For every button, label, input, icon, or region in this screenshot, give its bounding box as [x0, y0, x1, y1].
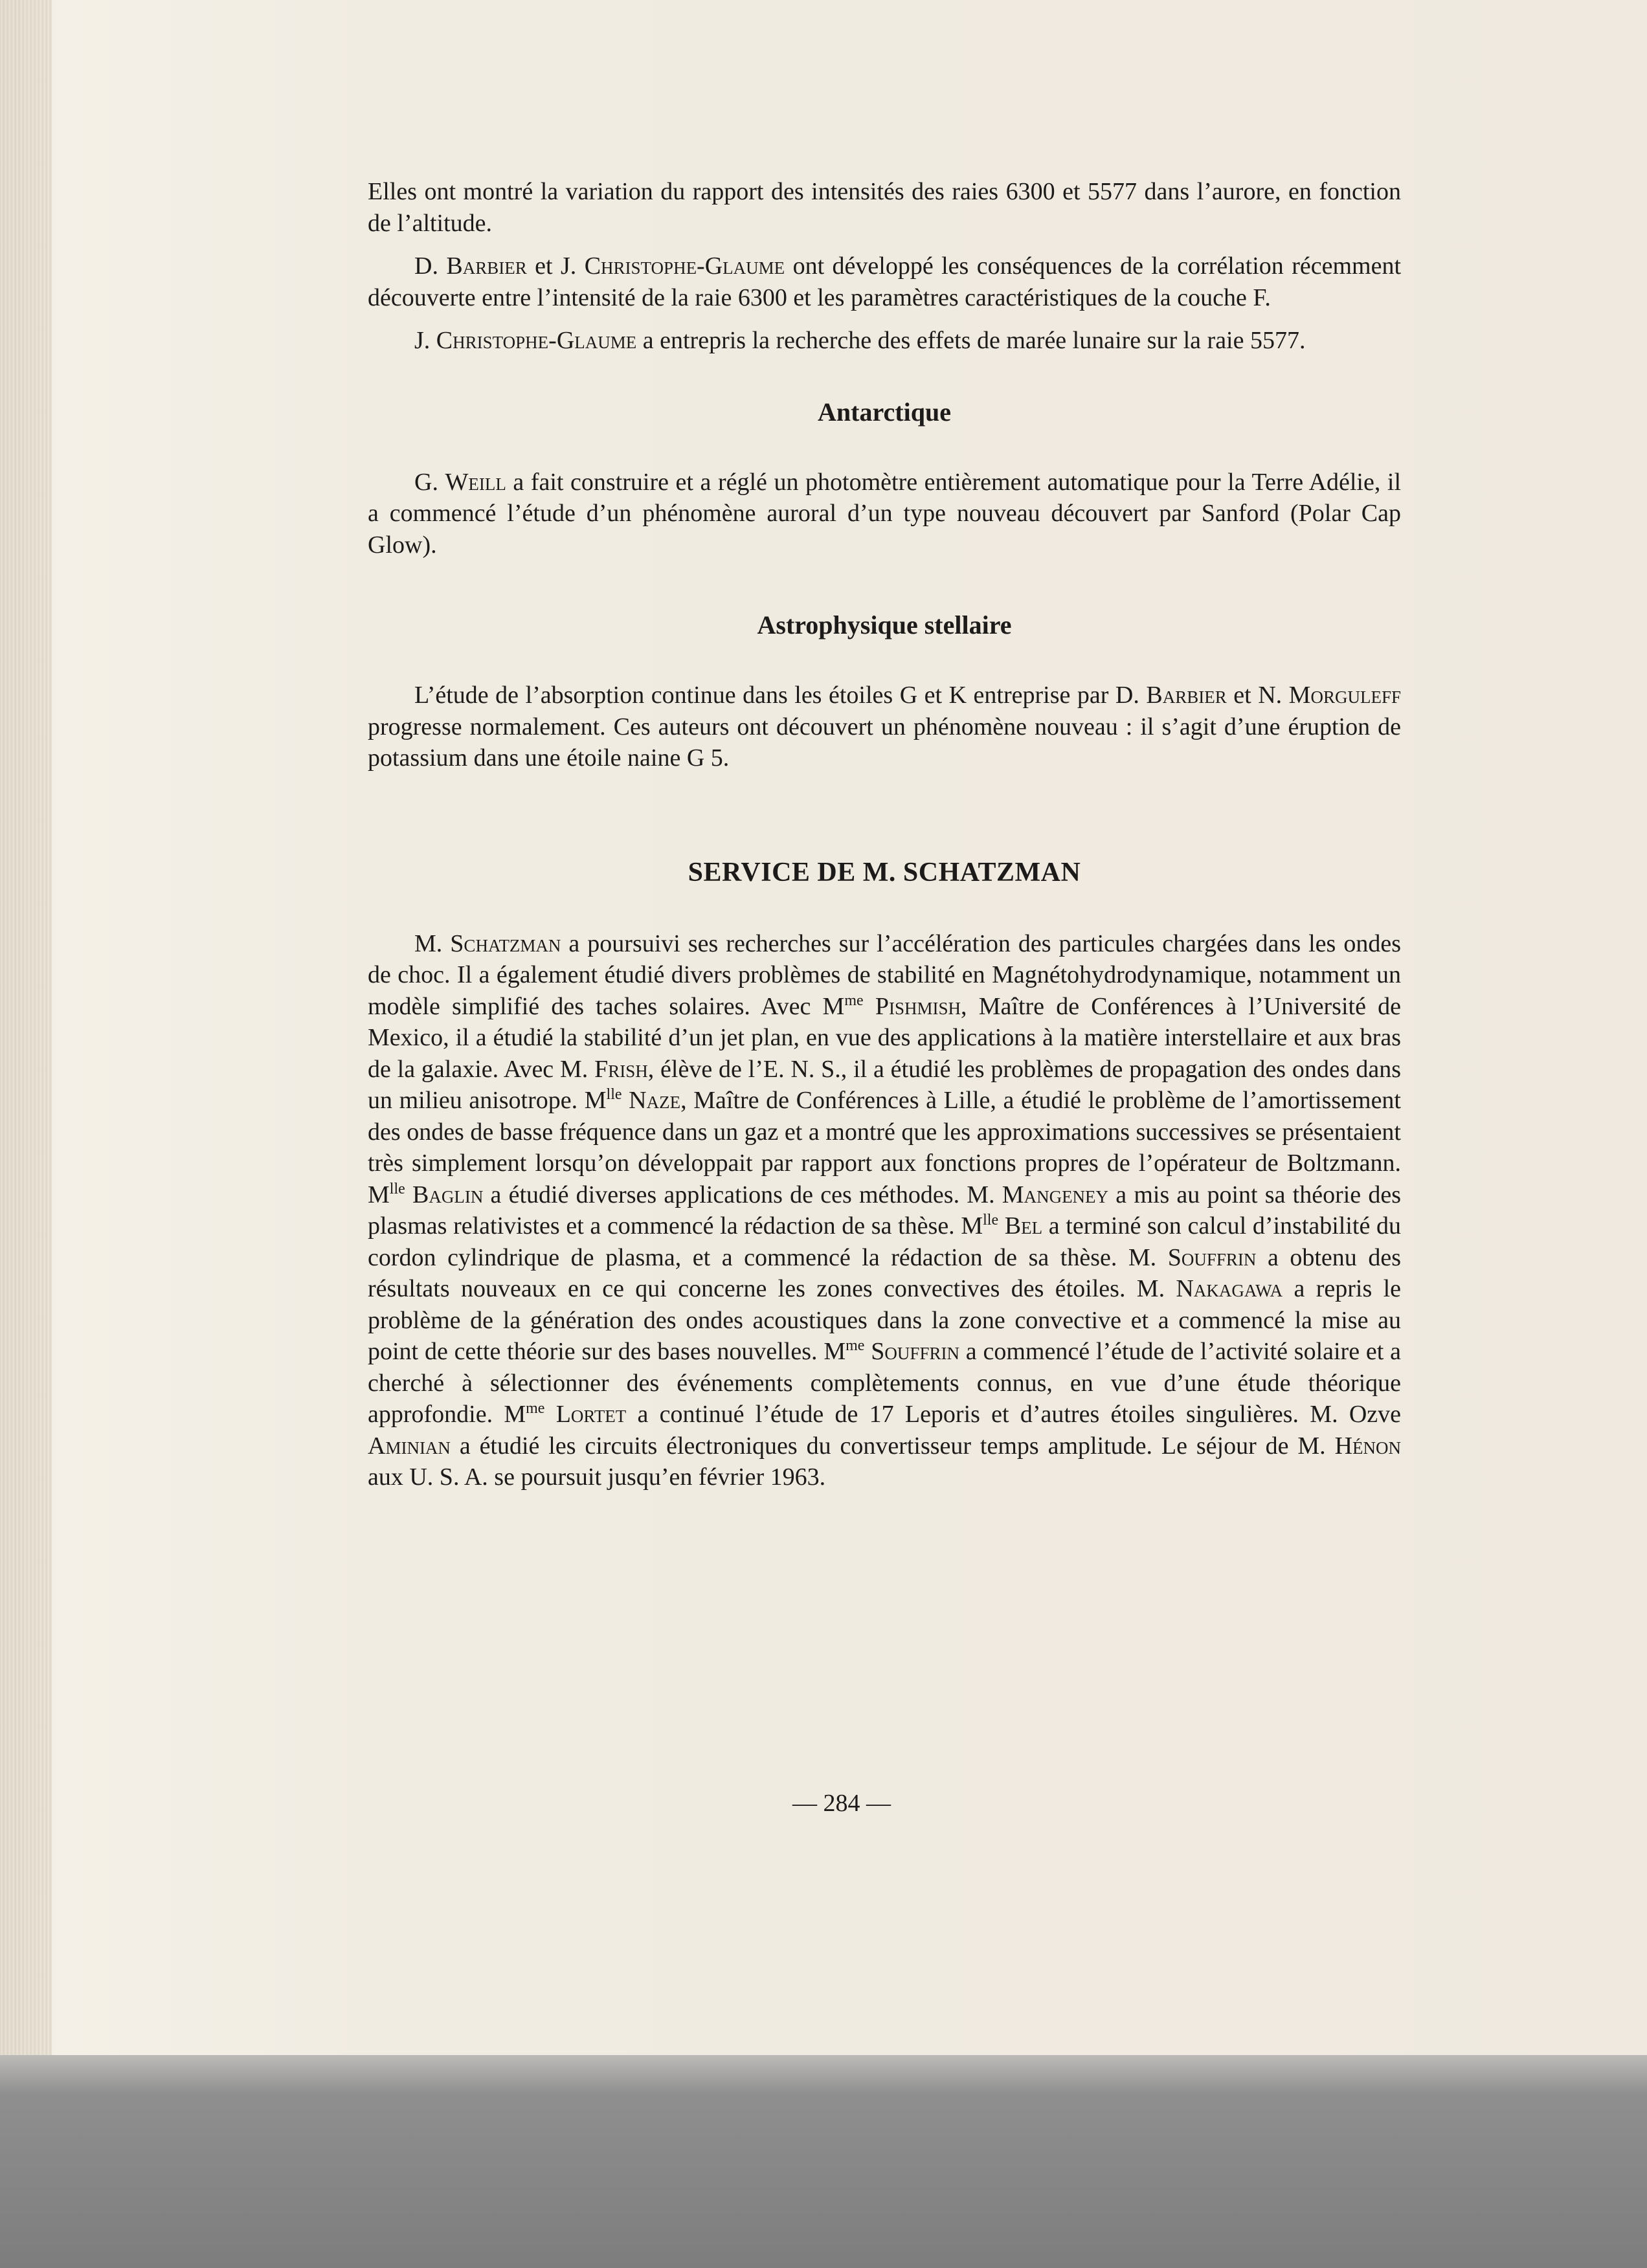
section-heading-antarctique: Antarctique — [818, 397, 951, 427]
author-name: Weill — [445, 468, 506, 496]
author-name: Mangeney — [1002, 1181, 1109, 1208]
author-name: D. Barbier — [414, 252, 527, 280]
section-heading-astrophysique: Astrophysique stellaire — [757, 610, 1012, 639]
stacked-page-edges — [0, 0, 52, 2055]
author-name: Nakagawa — [1176, 1275, 1283, 1302]
author-name: Pishmish — [875, 992, 961, 1020]
title-superscript: me — [526, 1400, 545, 1417]
title-superscript: lle — [983, 1212, 999, 1228]
paragraph-correlation: D. Barbier et J. Christophe-Glaume ont développé les conséquences de la corrélation récemment découverte entre l’intensité de la raie 6300 et les paramètres caractéristiques de la couche F. — [368, 252, 1401, 311]
section-heading-service-schatzman: SERVICE DE M. SCHATZMAN — [688, 857, 1081, 887]
title-superscript: lle — [389, 1180, 405, 1197]
author-name: Baglin — [412, 1181, 484, 1208]
title-superscript: me — [846, 1337, 865, 1354]
author-name: Lortet — [555, 1401, 627, 1428]
author-name: Morguleff — [1288, 682, 1401, 709]
paragraph-maree-lunaire: J. Christophe-Glaume a entrepris la recherche des effets de marée lunaire sur la raie 5577. — [414, 327, 1306, 354]
author-name: Bel — [1004, 1212, 1043, 1240]
paragraph-antarctique: G. Weill a fait construire et a réglé un photomètre entièrement automatique pour la Terre Adélie, il a commencé l’étude d’un phénomène auroral d’un type nouveau découvert par Sanford (Polar Cap Glow). — [368, 468, 1402, 559]
author-name: Christophe-Glaume — [436, 327, 637, 354]
paragraph-aurore: Elles ont montré la variation du rapport des intensités des raies 6300 et 5577 dans l’aurore, en fonction de l’altitude. — [368, 178, 1401, 237]
author-name: Frish — [594, 1055, 648, 1083]
title-superscript: me — [844, 992, 864, 1009]
author-name: Souffrin — [871, 1338, 959, 1365]
author-name: Souffrin — [1167, 1243, 1257, 1271]
author-name: Christophe-Glaume — [584, 252, 785, 280]
page-text — [368, 176, 1401, 1493]
author-name: Schatzman — [450, 929, 561, 957]
scanner-background — [0, 2055, 1647, 2268]
author-name: Barbier — [1146, 682, 1227, 709]
author-name: Hénon — [1334, 1432, 1401, 1460]
paragraph-astrophysique: L’étude de l’absorption continue dans les étoiles G et K entreprise par D. Barbier et N. Morguleff progresse normalement. Ces auteurs ont découvert un phénomène nouveau : il s’agit d’une éruption de potassium dans une étoile naine G 5. — [368, 682, 1401, 772]
author-name: Aminian — [368, 1432, 451, 1460]
title-superscript: lle — [606, 1086, 622, 1103]
author-name: Naze — [629, 1087, 681, 1114]
page-number: — 284 — — [792, 1790, 891, 1817]
paragraph-service-schatzman: M. Schatzman a poursuivi ses recherches sur l’accélération des particules chargées dans les ondes de choc. Il a également étudié divers problèmes de stabilité en Magnétohydrodynamique, notamment un modèle simplifié des taches solaires. Avec $M^{me}$ Pishmish, Maître de Conférences à l’Université de Mexico, il a étudié la stabilité d’un jet plan, en vue des applications à la matière interstellaire et aux bras de la galaxie. Avec M. Frish, élève de l’E. N. S., il a étudié les problèmes de propagation des ondes dans un milieu anisotrope. $M^{lle}$ Naze, Maître de Conférences à Lille, a étudié le problème de l’amortissement des ondes de basse fréquence dans un gaz et a montré que les approximations successives se présentaient très simplement lorsqu’on développait par rapport aux fonctions propres de l’opérateur de Boltzmann. $M^{lle}$ Baglin a étudié diverses applications de ces méthodes. M. Mangeney a mis au point sa théorie des plasmas relativistes et a commencé la rédaction de sa thèse. $M^{lle}$ Bel a terminé son calcul d’instabilité du cordon cylindrique de plasma, et a commencé la rédaction de sa thèse. M. Souffrin a obtenu des résultats nouveaux en ce qui concerne les zones convectives des étoiles. M. Nakagawa a repris le problème de la génération des ondes acoustiques dans la zone convective et a commencé la mise au point de cette théorie sur des bases nouvelles. $M^{me}$ Souffrin a commencé l’étude de l’activité solaire et a cherché à sélectionner des événements complètements connus, en vue d’une étude théorique approfondie. $M^{me}$ Lortet a continué l’étude de 17 Leporis et d’autres étoiles singulières. M. Ozve Aminian a étudié les circuits électroniques du convertisseur temps amplitude. Le séjour de M. Hénon aux U. S. A. se poursuit jusqu’en février 1963. — [368, 929, 1402, 1491]
